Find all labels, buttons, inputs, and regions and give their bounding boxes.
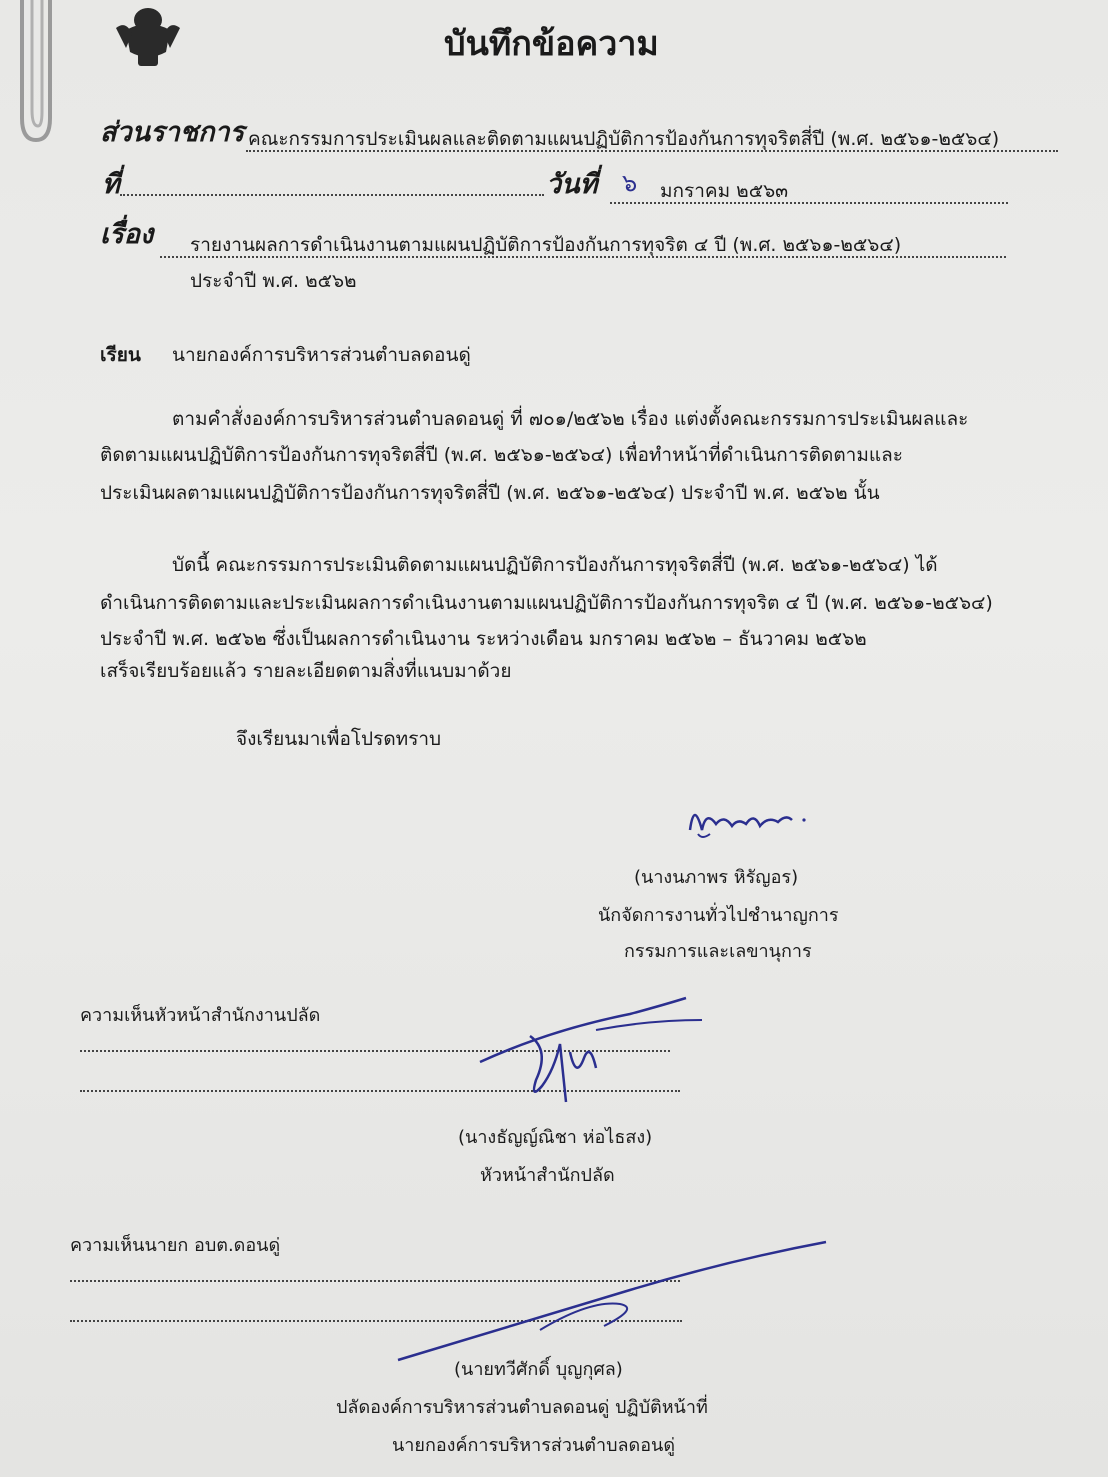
opinion-1-signer-name: (นางธัญญ์ณิชา ห่อไธสง) (458, 1127, 653, 1148)
opinion-1-signer-position: หัวหน้าสำนักปลัด (480, 1165, 615, 1186)
opinion-2-signer-position-1: ปลัดองค์การบริหารส่วนตำบลดอนดู่ ปฏิบัติหน้าที่ (336, 1397, 708, 1418)
signer-1-position-2: กรรมการและเลขานุการ (624, 941, 812, 962)
date-day-handwritten: ๖ (622, 169, 638, 197)
addressee-value: นายกองค์การบริหารส่วนตำบลดอนดู่ (172, 344, 471, 366)
ref-dotline (120, 194, 544, 196)
paragraph-2-line-1: บัดนี้ คณะกรรมการประเมินติดตามแผนปฏิบัติการป้องกันการทุจริตสี่ปี (พ.ศ. ๒๕๖๑-๒๕๖๔) ได้ (172, 554, 938, 576)
department-dotline (246, 150, 1058, 152)
ref-label: ที่ (102, 169, 120, 200)
signature-2 (470, 990, 710, 1120)
subject-line-1: รายงานผลการดำเนินงานตามแผนปฏิบัติการป้องกันการทุจริต ๔ ปี (พ.ศ. ๒๕๖๑-๒๕๖๔) (190, 234, 902, 256)
signature-3 (390, 1230, 840, 1370)
opinion-2-label: ความเห็นนายก อบต.ดอนดู่ (70, 1235, 281, 1256)
paragraph-1-line-3: ประเมินผลตามแผนปฏิบัติการป้องกันการทุจริตสี่ปี (พ.ศ. ๒๕๖๑-๒๕๖๔) ประจำปี พ.ศ. ๒๕๖๒ นั้น (100, 482, 880, 504)
paragraph-2-line-4: เสร็จเรียบร้อยแล้ว รายละเอียดตามสิ่งที่แนบมาด้วย (100, 660, 512, 682)
paragraph-2-line-3: ประจำปี พ.ศ. ๒๕๖๒ ซึ่งเป็นผลการดำเนินงาน ระหว่างเดือน มกราคม ๒๕๖๒ – ธันวาคม ๒๕๖๒ (100, 628, 867, 650)
opinion-2-signer-name: (นายทวีศักดิ์ บุญกุศล) (454, 1359, 623, 1380)
date-rest: มกราคม ๒๕๖๓ (660, 180, 789, 202)
signer-1-name: (นางนภาพร หิรัญอร) (634, 867, 799, 888)
department-label: ส่วนราชการ (100, 117, 245, 148)
opinion-1-label: ความเห็นหัวหน้าสำนักงานปลัด (80, 1005, 321, 1026)
subject-label: เรื่อง (100, 219, 154, 250)
paper-clip-icon (8, 0, 60, 150)
date-label: วันที่ (546, 169, 598, 200)
addressee-label: เรียน (100, 344, 141, 366)
opinion-2-signer-position-2: นายกองค์การบริหารส่วนตำบลดอนดู่ (392, 1435, 676, 1456)
signature-1 (680, 790, 820, 850)
memo-title: บันทึกข้อความ (444, 24, 659, 64)
subject-line-2: ประจำปี พ.ศ. ๒๕๖๒ (190, 270, 357, 292)
paragraph-1-line-2: ติดตามแผนปฏิบัติการป้องกันการทุจริตสี่ปี (พ.ศ. ๒๕๖๑-๒๕๖๔) เพื่อทำหน้าที่ดำเนินการติดตามและ (100, 444, 903, 466)
date-dotline (610, 202, 1008, 204)
signer-1-position-1: นักจัดการงานทั่วไปชำนาญการ (598, 905, 839, 926)
department-value: คณะกรรมการประเมินผลและติดตามแผนปฏิบัติการป้องกันการทุจริตสี่ปี (พ.ศ. ๒๕๖๑-๒๕๖๔) (248, 128, 1000, 150)
closing-line: จึงเรียนมาเพื่อโปรดทราบ (236, 728, 442, 750)
paragraph-1-line-1: ตามคำสั่งองค์การบริหารส่วนตำบลดอนดู่ ที่ ๗๐๑/๒๕๖๒ เรื่อง แต่งตั้งคณะกรรมการประเมินผลและ (172, 408, 969, 430)
garuda-emblem-icon (108, 0, 188, 70)
paragraph-2-line-2: ดำเนินการติดตามและประเมินผลการดำเนินงานตามแผนปฏิบัติการป้องกันการทุจริต ๔ ปี (พ.ศ. ๒๕๖๑-๒๕๖๔) (100, 592, 993, 614)
subject-dotline (160, 256, 1006, 258)
